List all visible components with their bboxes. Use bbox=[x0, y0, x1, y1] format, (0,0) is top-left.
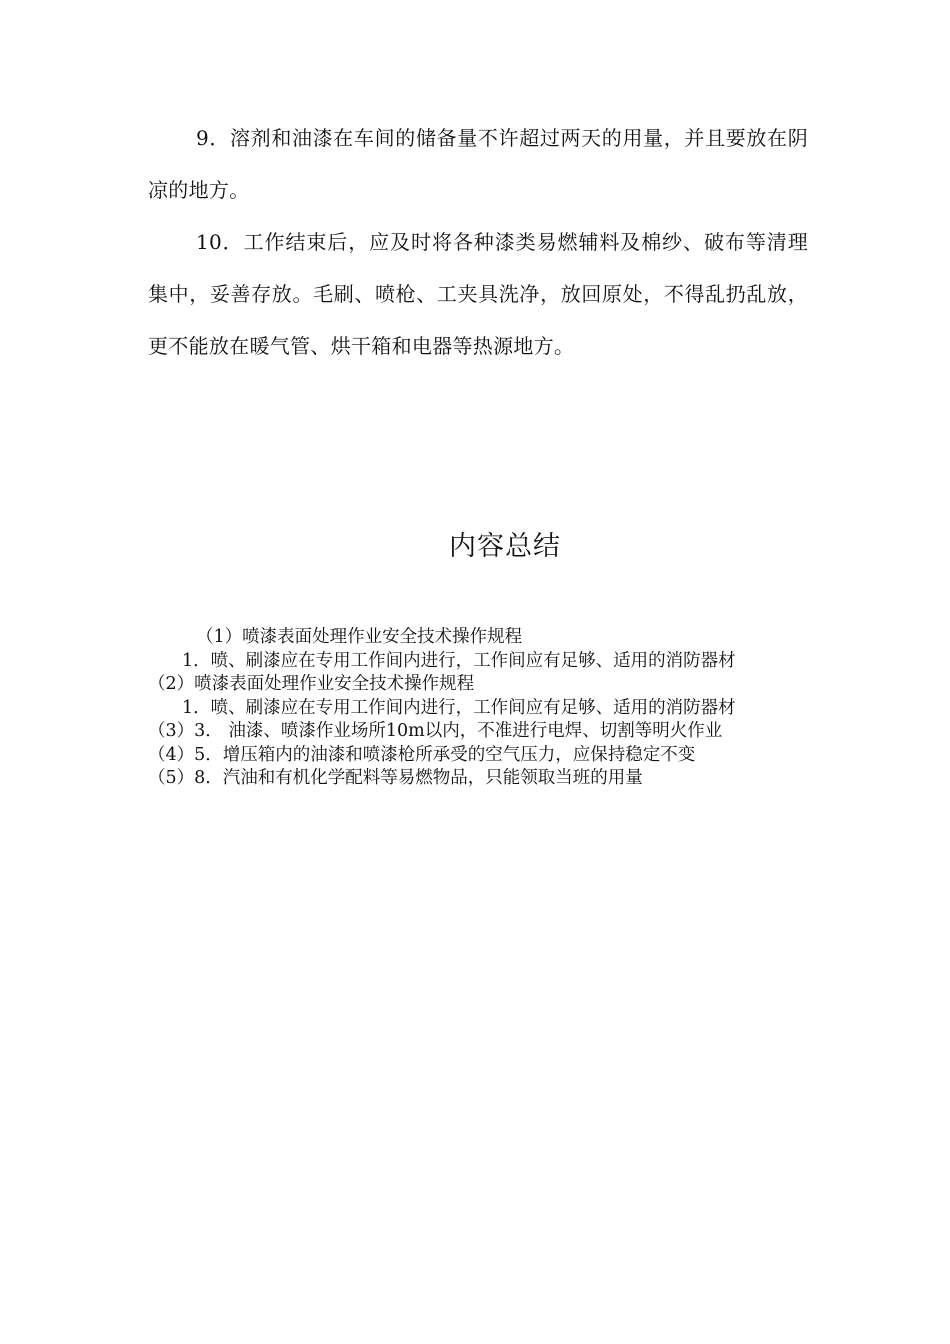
summary-item: （1）喷漆表面处理作业安全技术操作规程 bbox=[196, 627, 523, 647]
summary-item: （2）喷漆表面处理作业安全技术操作规程 bbox=[148, 674, 475, 694]
paragraph-10 bbox=[148, 216, 808, 372]
summary-item: （3）3． 油漆、喷漆作业场所10m以内，不准进行电焊、切割等明火作业 bbox=[148, 721, 723, 741]
summary-item: 1．喷、刷漆应在专用工作间内进行，工作间应有足够、适用的消防器材 bbox=[182, 697, 736, 718]
paragraph-9 bbox=[148, 112, 808, 216]
paragraph-10-text: 10．工作结束后，应及时将各种漆类易燃辅料及棉纱、破布等清理集中，妥善存放。毛刷、喷枪、工夹具洗净，放回原处，不得乱扔乱放，更不能放在暖气管、烘干箱和电器等热源地方。 bbox=[148, 230, 808, 358]
summary-list bbox=[148, 626, 808, 791]
summary-item: 1．喷、刷漆应在专用工作间内进行，工作间应有足够、适用的消防器材 bbox=[182, 650, 736, 671]
paragraph-9-text: 9．溶剂和油漆在车间的储备量不许超过两天的用量，并且要放在阴凉的地方。 bbox=[148, 126, 808, 202]
summary-title: 内容总结 bbox=[449, 531, 561, 562]
summary-item: （4）5．增压箱内的油漆和喷漆枪所承受的空气压力，应保持稳定不变 bbox=[148, 744, 696, 765]
summary-item: （5）8．汽油和有机化学配料等易燃物品，只能领取当班的用量 bbox=[148, 768, 643, 788]
